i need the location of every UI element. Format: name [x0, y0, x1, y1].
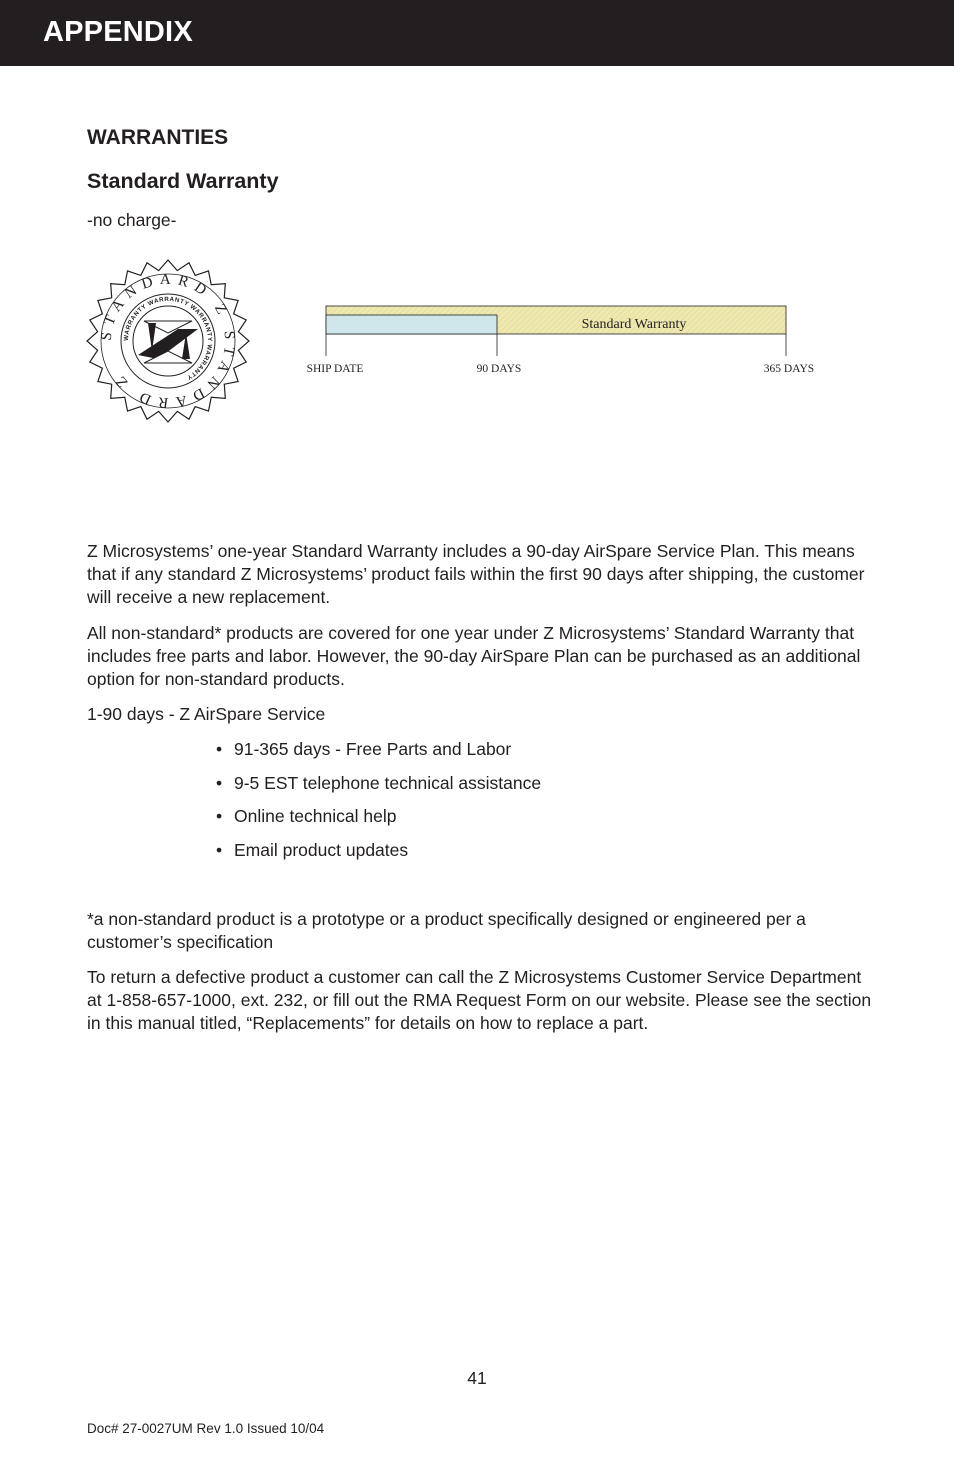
list-item: • Email product updates — [216, 840, 409, 861]
list-item: • 91-365 days - Free Parts and Labor — [216, 739, 512, 759]
footnote-non-standard: *a non-standard product is a prototype or a product specifically designed or engineered per a customer’s specification — [87, 909, 806, 952]
document-id: Doc# 27-0027UM Rev 1.0 Issued 10/04 — [87, 1421, 325, 1436]
paragraph-airspare-service: 1-90 days - Z AirSpare Service — [87, 704, 326, 724]
section-title: WARRANTIES — [87, 126, 229, 149]
list-item: • 9-5 EST telephone technical assistance — [216, 772, 542, 793]
paragraph-non-standard: All non-standard* products are covered for one year under Z Microsystems’ Standard Warranty that includes free parts and labor. However, the 90-day AirSpare Plan can be purchased as an additional option for non-standard products. — [87, 623, 861, 689]
timeline-bar-label: Standard Warranty — [581, 317, 687, 332]
page-number: 41 — [467, 1368, 487, 1388]
no-charge-note: -no charge- — [87, 210, 177, 230]
warranty-timeline — [300, 300, 830, 380]
tick-label-ship-date: SHIP DATE — [306, 363, 364, 375]
tick-label-90-days: 90 DAYS — [476, 363, 522, 375]
list-item: • Online technical help — [216, 806, 397, 827]
paragraph-return-instructions: To return a defective product a customer can call the Z Microsystems Customer Service Department at 1-858-657-1000, ext. 232, or fill out the RMA Request Form on our website. Please see the section in this manual titled, “Replacements” for details on how to replace a part. — [87, 967, 872, 1033]
benefits-list — [216, 738, 541, 873]
warranty-seal-icon — [86, 259, 250, 423]
seal-outer-text: STANDARD Z STANDARD Z — [98, 271, 238, 411]
tick-label-365-days: 365 DAYS — [763, 363, 815, 375]
paragraph-intro: Z Microsystems’ one-year Standard Warranty includes a 90-day AirSpare Service Plan. This means that if any standard Z Microsystems’ product fails within the first 90 days after shipping, the customer will receive a new replacement. — [87, 541, 865, 607]
header-bar — [0, 0, 954, 66]
airspare-service-bar — [326, 315, 497, 334]
seal-inner-text: WARRANTY WARRANTY WARRANTY WARRANTY — [122, 295, 214, 381]
page-header-title: APPENDIX — [43, 16, 193, 48]
subsection-title: Standard Warranty — [87, 169, 279, 193]
